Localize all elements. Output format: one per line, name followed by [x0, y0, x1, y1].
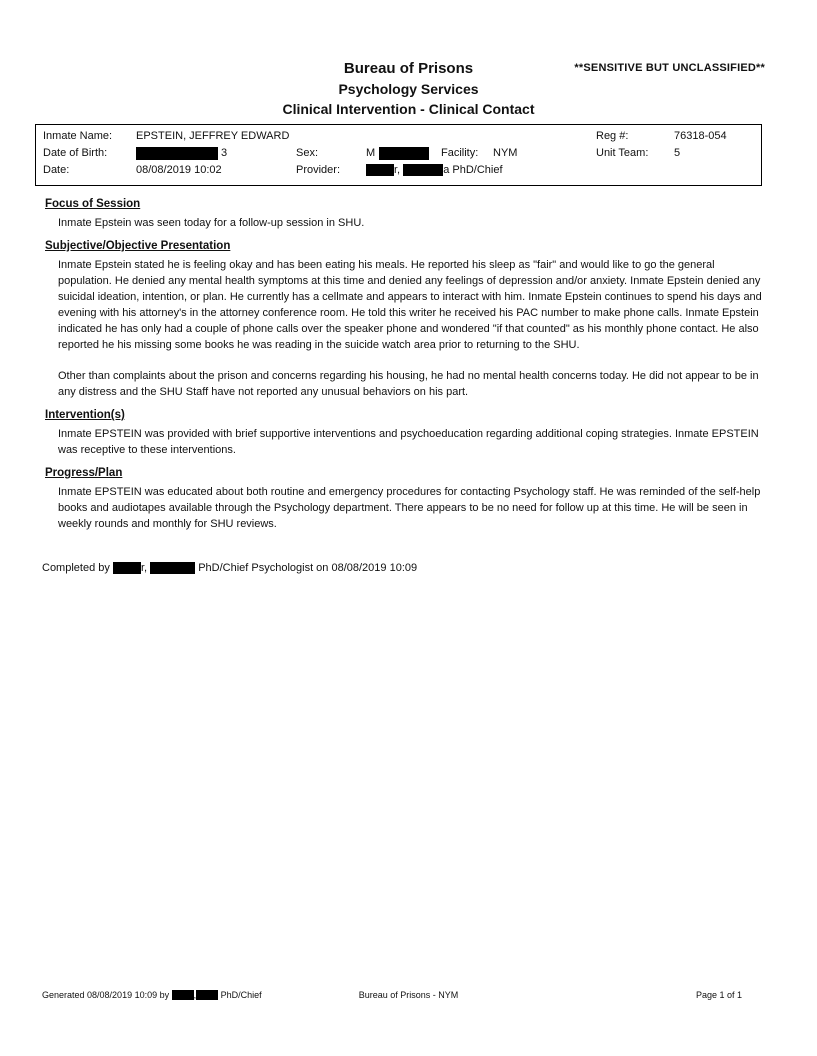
classification-banner: **SENSITIVE BUT UNCLASSIFIED**: [574, 62, 765, 74]
provider-visible-part1: r,: [394, 164, 401, 176]
inmate-name-label: Inmate Name:: [43, 130, 113, 142]
footer-generated-separator: ,: [193, 990, 197, 1000]
facility-label: Facility:: [441, 147, 479, 159]
department-title: Psychology Services: [338, 81, 479, 97]
footer-generated-suffix: PhD/Chief: [220, 990, 262, 1000]
completed-by-visible-part1: r,: [140, 562, 148, 574]
redaction-box-provider-2: [403, 164, 443, 176]
date-label: Date:: [43, 164, 70, 176]
redaction-box-sex: [379, 147, 429, 160]
footer-page-number: Page 1 of 1: [695, 990, 742, 1000]
unit-team-value: 5: [674, 147, 681, 159]
section-heading: Focus of Session: [45, 198, 141, 210]
section-paragraph: Inmate EPSTEIN was educated about both routine and emergency procedures for contacting Psychology staff. He was reminded of the self-help books and audiotapes available through the Psychology department. There appears to be no need for follow up at this time. He will be seen in weekly rounds and monthly for SHU reviews.: [58, 486, 761, 530]
reg-number-value: 76318-054: [674, 130, 727, 142]
redaction-box-provider-1: [366, 164, 394, 176]
sex-value: M: [366, 147, 376, 159]
section-heading: Intervention(s): [45, 409, 125, 421]
section-paragraph: Inmate Epstein stated he is feeling okay and has been eating his meals. He reported his sleep as "fair" and would like to go the general population. He denied any mental health symptoms at this time and denied any feelings of depression and/or anxiety. Inmate Epstein denied any suicidal ideation, intention, or plan. He currently has a cellmate and appears to interact with him. Inmate Epstein continues to spend his days and evening with his attorney's in the attorney conference room. He told this writer he received his PAC number to make phone calls. Inmate Epstein indicated he has only had a couple of phone calls over the speaker phone and wondered "if that counted" as his monthly phone contact. He also reported he his missing some books he was reading in the suicide watch area prior to returning to the SHU.: [58, 259, 762, 351]
document-header: [0, 0, 817, 117]
provider-value: [366, 164, 503, 176]
redaction-box-completed-2: [150, 562, 195, 574]
dob-label: Date of Birth:: [43, 147, 108, 159]
section-focus-of-session: [45, 198, 767, 231]
section-subjective-objective: [45, 240, 767, 400]
facility-value: NYM: [493, 147, 518, 159]
info-row-1: [36, 129, 761, 146]
date-value: 08/08/2019 10:02: [136, 164, 222, 176]
section-paragraph: Inmate Epstein was seen today for a follow-up session in SHU.: [58, 217, 365, 229]
inmate-info-box: [35, 124, 762, 186]
inmate-name-value: EPSTEIN, JEFFREY EDWARD: [136, 130, 290, 142]
footer-center-text: Bureau of Prisons - NYM: [358, 990, 459, 1000]
info-row-3: [36, 163, 761, 180]
dob-visible-suffix: 3: [221, 147, 228, 159]
page-footer: [0, 990, 817, 1004]
section-interventions: [45, 409, 767, 458]
redaction-box-dob: [136, 147, 218, 160]
section-paragraph: Other than complaints about the prison and concerns regarding his housing, he had no mental health concerns today. He did not appear to be in any distress and the SHU Staff have not reported any unusual behaviors on his part.: [58, 370, 759, 398]
section-paragraph: Inmate EPSTEIN was provided with brief supportive interventions and psychoeducation regarding additional coping strategies. Inmate EPSTEIN was receptive to these interventions.: [58, 428, 759, 456]
unit-team-label: Unit Team:: [596, 147, 649, 159]
redaction-box-completed-1: [113, 562, 141, 574]
section-heading: Progress/Plan: [45, 467, 123, 479]
completed-by-prefix: Completed by: [42, 562, 110, 574]
provider-label: Provider:: [296, 164, 341, 176]
provider-visible-part2: a PhD/Chief: [443, 164, 503, 176]
completed-by-line: [42, 562, 817, 574]
reg-number-label: Reg #:: [596, 130, 629, 142]
completed-by-suffix: PhD/Chief Psychologist on 08/08/2019 10:09: [198, 562, 418, 574]
section-heading: Subjective/Objective Presentation: [45, 240, 231, 252]
sex-label: Sex:: [296, 147, 319, 159]
section-progress-plan: [45, 467, 767, 532]
document-body: [45, 198, 767, 532]
footer-generated-prefix: Generated 08/08/2019 10:09 by: [42, 990, 170, 1000]
document-title: Clinical Intervention - Clinical Contact: [282, 101, 535, 117]
info-row-2: [36, 146, 761, 163]
agency-title: Bureau of Prisons: [343, 60, 474, 77]
